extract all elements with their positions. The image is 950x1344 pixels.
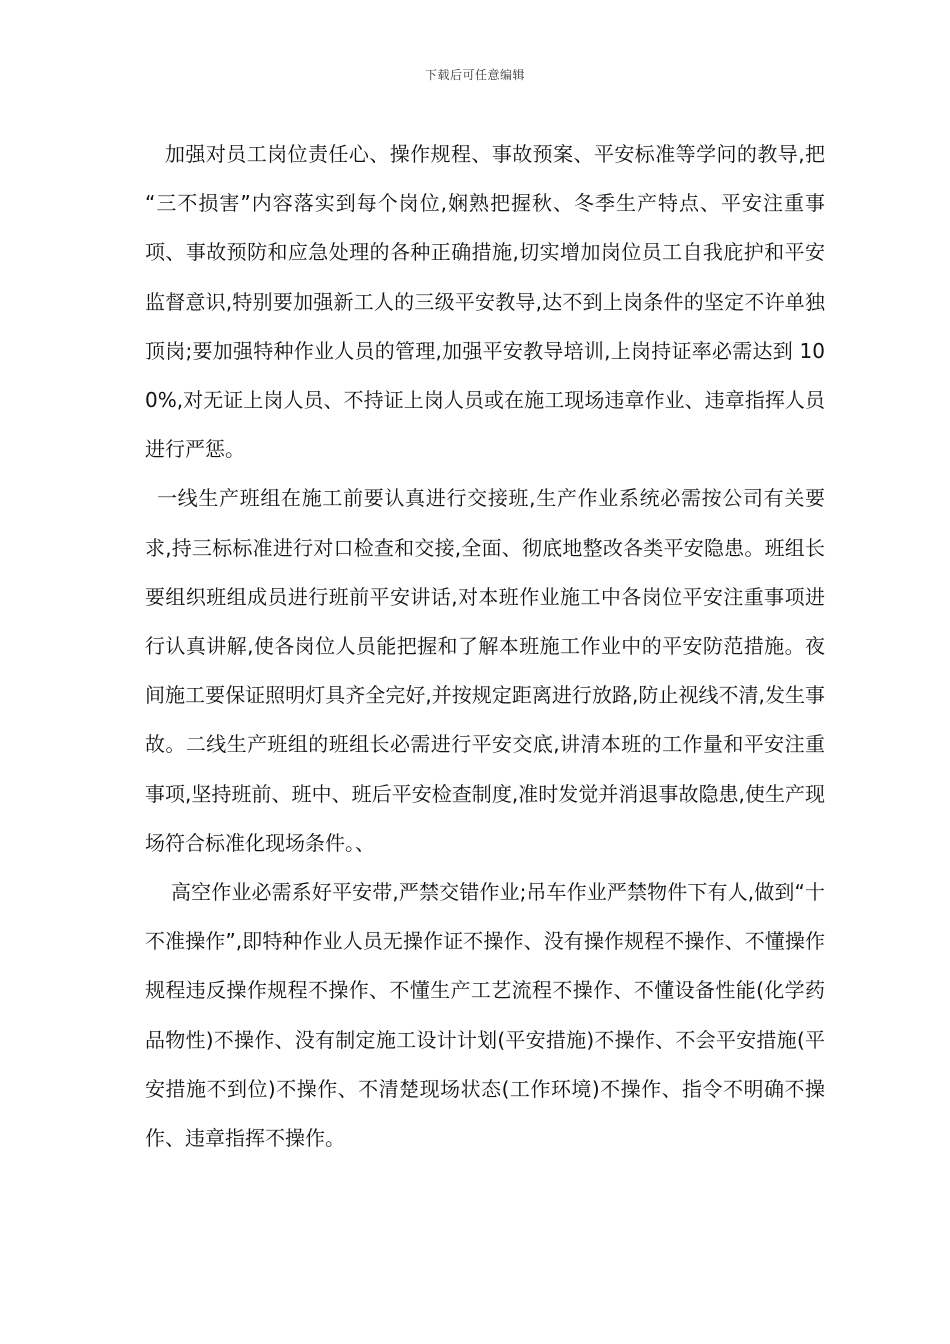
page-header: 下载后可任意编辑: [424, 68, 525, 82]
document-body: [145, 130, 825, 1163]
paragraph-high-altitude-work: 高空作业必需系好平安带,严禁交错作业;吊车作业严禁物件下有人,做到“十不准操作”,即特种作业人员无操作证不操作、没有操作规程不操作、不懂操作规程违反操作规程不操作、不懂生产工艺流程不操作、不懂设备性能(化学药品物性)不操作、没有制定施工设计计划(平安措施)不操作、不会平安措施(平安措施不到位)不操作、不清楚现场状态(工作环境)不操作、指令不明确不操作、违章指挥不操作。: [145, 880, 825, 1151]
paragraph-shift-handover: 一线生产班组在施工前要认真进行交接班,生产作业系统必需按公司有关要求,持三标标准进行对口检查和交接,全面、彻底地整改各类平安隐患。班组长要组织班组成员进行班前平安讲话,对本班作业施工中各岗位平安注重事项进行认真讲解,使各岗位人员能把握和了解本班施工作业中的平安防范措施。夜间施工要保证照明灯具齐全完好,并按规定距离进行放路,防止视线不清,发生事故。二线生产班组的班组长必需进行平安交底,讲清本班的工作量和平安注重事项,坚持班前、班中、班后平安检查制度,准时发觉并消退事故隐患,使生产现场符合标准化现场条件。、: [145, 486, 825, 855]
paragraph-safety-education: 加强对员工岗位责任心、操作规程、事故预案、平安标准等学问的教导,把 “三不损害”内容落实到每个岗位,娴熟把握秋、冬季生产特点、平安注重事项、事故预防和应急处理的各种正确措施,切实增加岗位员工自我庇护和平安监督意识,特别要加强新工人的三级平安教导,达不到上岗条件的坚定不许单独顶岗;要加强特种作业人员的管理,加强平安教导培训,上岗持证率必需达到 100%,对无证上岗人员、不持证上岗人员或在施工现场违章作业、违章指挥人员进行严惩。: [145, 142, 825, 462]
